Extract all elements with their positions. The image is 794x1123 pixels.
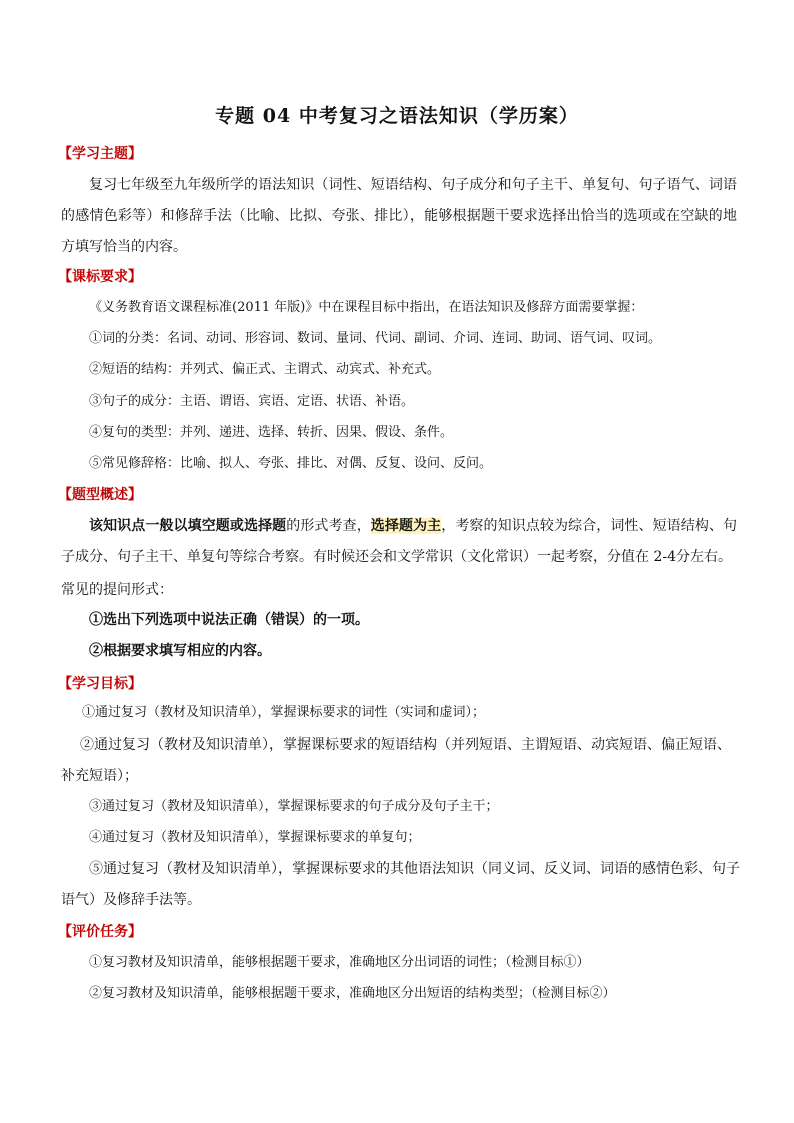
document-title: 专题 04 中考复习之语法知识（学历案）	[215, 105, 579, 127]
question-forms-label: 常见的提问形式：	[61, 582, 173, 598]
standard-item: ①词的分类：名词、动词、形容词、数词、量词、代词、副词、介词、连词、助词、语气词、叹词。	[89, 331, 662, 346]
heading-learning-goals: 【学习目标】	[58, 676, 142, 692]
heading-learning-theme: 【学习主题】	[58, 146, 142, 162]
goal-item: ⑤通过复习（教材及知识清单），掌握课标要求的其他语法知识（同义词、反义词、词语的感情色彩、句子	[89, 861, 740, 877]
overview-bold-lead: 该知识点一般以填空题或选择题	[89, 518, 287, 534]
goal-item: ③通过复习（教材及知识清单），掌握课标要求的句子成分及句子主干；	[89, 799, 499, 814]
heading-curriculum-standard: 【课标要求】	[58, 269, 142, 285]
goal-item-continuation: 语气）及修辞手法等。	[61, 892, 201, 908]
goal-item: ④通过复习（教材及知识清单），掌握课标要求的单复句；	[89, 830, 421, 845]
goal-item: ②通过复习（教材及知识清单），掌握课标要求的短语结构（并列短语、主谓短语、动宾短语、偏正短语、	[80, 737, 731, 753]
question-overview-text	[61, 511, 737, 573]
standard-item: ③句子的成分：主语、谓语、宾语、定语、状语、补语。	[89, 394, 415, 409]
question-form-item: ①选出下列选项中说法正确（错误）的一项。	[89, 612, 369, 628]
learning-theme-text: 复习七年级至九年级所学的语法知识（词性、短语结构、句子成分和句子主干、单复句、句子语气、词语的感情色彩等）和修辞手法（比喻、比拟、夸张、排比），能够根据题干要求选择出恰当的选项或在空缺的地方填写恰当的内容。	[61, 177, 737, 255]
goal-item: ①通过复习（教材及知识清单），掌握课标要求的词性（实词和虚词）；	[82, 705, 486, 720]
heading-question-overview: 【题型概述】	[58, 487, 142, 503]
heading-evaluation-tasks: 【评价任务】	[58, 924, 142, 940]
task-item: ②复习教材及知识清单，能够根据题干要求，准确地区分出短语的结构类型；（检测目标②）	[89, 986, 616, 1001]
task-item: ①复习教材及知识清单，能够根据题干要求，准确地区分出词语的词性；（检测目标①）	[89, 955, 590, 970]
standard-item: ②短语的结构：并列式、偏正式、主谓式、动宾式、补充式。	[89, 362, 441, 377]
curriculum-standard-intro: 《义务教育语文课程标准(2011 年版)》中在课程目标中指出，在语法知识及修辞方面需要掌握：	[89, 300, 644, 315]
overview-text-rest: ，考察的知识点较为综合，词性、短语结构、句子成分、句子主干、单复句等综合考察。有时候还会和文学常识（文化常识）一起考察，分值在 2-4分左右。	[61, 518, 738, 565]
overview-text-mid: 的形式考查，	[286, 518, 371, 534]
standard-item: ④复句的类型：并列、递进、选择、转折、因果、假设、条件。	[89, 425, 454, 440]
goal-item-continuation: 补充短语）；	[61, 768, 138, 784]
question-form-item: ②根据要求填写相应的内容。	[89, 643, 271, 659]
overview-highlight: 选择题为主	[370, 518, 442, 534]
standard-item: ⑤常见修辞格：比喻、拟人、夸张、排比、对偶、反复、设问、反问。	[89, 456, 493, 471]
